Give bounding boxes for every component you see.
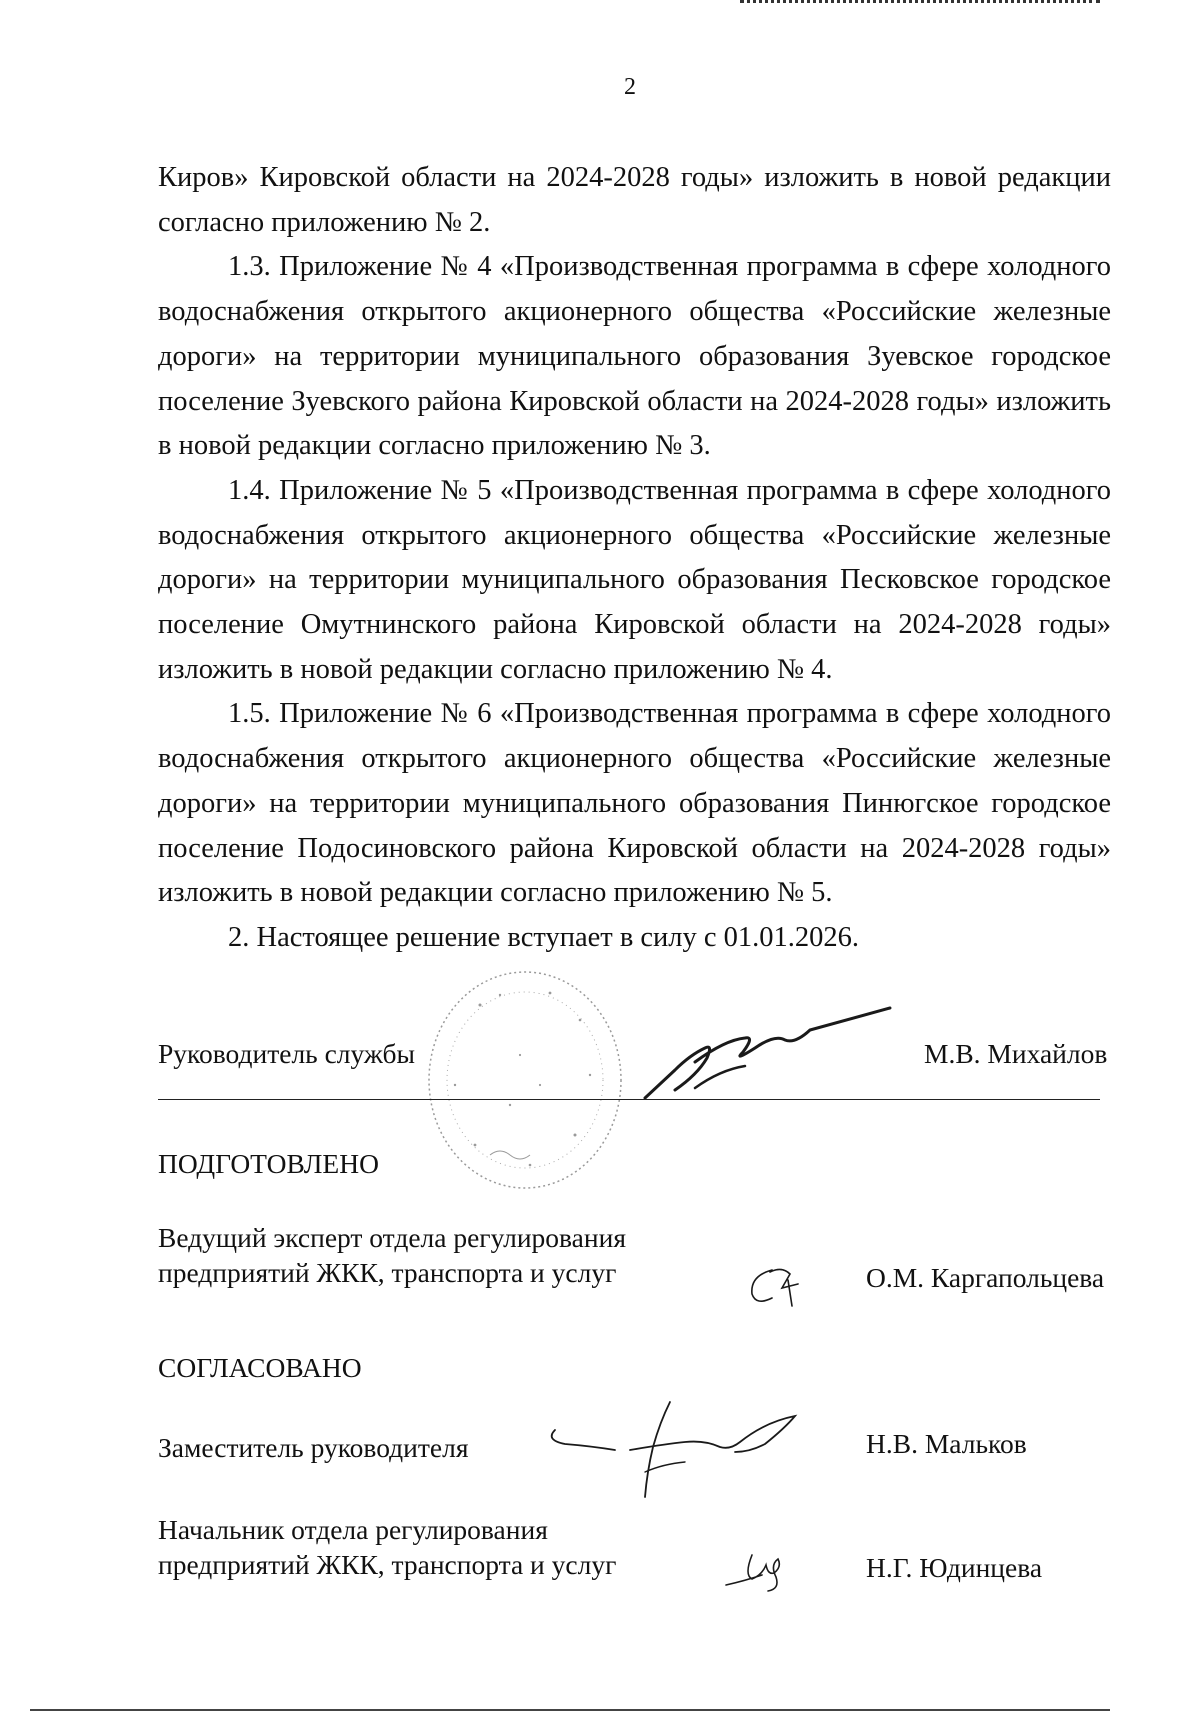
- agreed-signer-1-signature: [535, 1392, 835, 1502]
- signature-divider: [158, 1099, 1100, 1100]
- agreed-signer-1-position: [158, 1430, 469, 1465]
- paragraph-1-4: 1.4. Приложение № 5 «Производственная программа в сфере холодного водоснабжения открытого акционерного общества «Российские железные дороги» на территории муниципального образования Песковское городское поселение Омутнинского района Кировской области на 2024-2028 годы» изложить в новой редакции согласно приложению № 4.: [158, 474, 1111, 685]
- paragraph-1-3: 1.3. Приложение № 4 «Производственная программа в сфере холодного водоснабжения открытого акционерного общества «Российские железные дороги» на территории муниципального образования Зуевское городское поселение Зуевского района Кировской области на 2024-2028 годы» изложить в новой редакции согласно приложению № 3.: [158, 251, 1111, 462]
- prepared-name: О.М. Каргапольцева: [866, 1262, 1105, 1293]
- paragraph-1-5: 1.5. Приложение № 6 «Производственная программа в сфере холодного водоснабжения открытого акционерного общества «Российские железные дороги» на территории муниципального образования Пинюгское городское поселение Подосиновского района Кировской области на 2024-2028 годы» изложить в новой редакции согласно приложению № 5.: [158, 698, 1111, 909]
- document-body: [158, 156, 1111, 961]
- agreed-signer-2-position: [158, 1512, 616, 1582]
- agreed-heading: СОГЛАСОВАНО: [158, 1352, 362, 1383]
- agreed-signer-1-position-line1: Заместитель руководителя: [158, 1432, 469, 1463]
- agreed-signer-1-name: Н.В. Мальков: [866, 1428, 1027, 1459]
- page-number: 2: [624, 74, 636, 100]
- head-position: Руководитель службы: [158, 1038, 416, 1069]
- prepared-signature: [742, 1262, 812, 1312]
- scan-artifact-top: [740, 0, 1100, 7]
- prepared-position-line1: Ведущий эксперт отдела регулирования: [158, 1222, 626, 1253]
- paragraph-2: 2. Настоящее решение вступает в силу с 01.01.2026.: [228, 921, 860, 953]
- official-seal: [420, 965, 630, 1195]
- prepared-position-line2: предприятий ЖКК, транспорта и услуг: [158, 1257, 617, 1288]
- scan-artifact-bottom: [30, 1709, 1110, 1711]
- agreed-signer-2-position-line2: предприятий ЖКК, транспорта и услуг: [158, 1549, 617, 1580]
- head-name: М.В. Михайлов: [924, 1038, 1108, 1069]
- prepared-heading: ПОДГОТОВЛЕНО: [158, 1148, 379, 1179]
- agreed-signer-2-name: Н.Г. Юдинцева: [866, 1552, 1043, 1583]
- head-signature: [635, 1000, 895, 1105]
- agreed-signer-2-signature: [722, 1545, 792, 1595]
- paragraph-continuation: Киров» Кировской области на 2024-2028 годы» изложить в новой редакции согласно приложению № 2.: [158, 162, 1111, 238]
- agreed-signer-2-position-line1: Начальник отдела регулирования: [158, 1514, 548, 1545]
- prepared-position: [158, 1220, 626, 1290]
